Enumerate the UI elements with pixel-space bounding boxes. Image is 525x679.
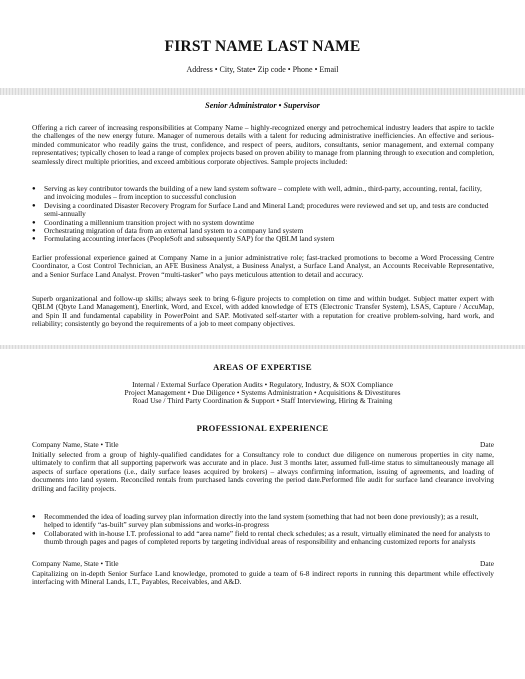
section-title-expertise: AREAS OF EXPERTISE bbox=[213, 362, 312, 372]
headline: Senior Administrator • Supervisor bbox=[205, 101, 320, 110]
list-item: ● Devising a coordinated Disaster Recovery Program for Surface Land and Mineral Land; procedures were reviewed and set up, and tests are conducted semi-annually bbox=[32, 202, 494, 219]
list-item: ● Serving as key contributor towards the building of a new land system software – complete with well, admin., third-party, accounting, rental, facility, and invoicing modules – from inception to successful conclusion bbox=[32, 185, 494, 202]
list-item: ● Coordinating a millennium transition project with no system downtime bbox=[32, 219, 494, 227]
job-date: Date bbox=[480, 559, 494, 568]
job-description: Capitalizing on in-depth Senior Surface Land knowledge, promoted to guide a team of 6-8 indirect reports in running this department while effectively interfacing with Mineral Lands, I.T., Payables, Receivables, and A&D. bbox=[32, 569, 494, 587]
job-bullets bbox=[32, 513, 494, 547]
list-item: ● Orchestrating migration of data from an external land system to a company land system bbox=[32, 227, 494, 235]
summary-intro: Offering a rich career of increasing responsibilities at Company Name – highly-recognized energy and petrochemical industry leaders that aspire to tackle the challenges of the new energy future. Manager of numerous details with a talent for reducing administrative inefficiencies. An effective and serious-minded communicator who readily gains the trust, confidence, and respect of peers, auditors, consultants, senior management, and external company representatives; typically chosen to lead a range of complex projects based on proven ability to manage from planning through to execution and completion, seamlessly direct multiple priorities, and exceed ambitious corporate objectives. Sample projects included: bbox=[32, 123, 494, 166]
summary-paragraph-2: Earlier professional experience gained at Company Name in a junior administrative role; fast-tracked promotions to become a Word Processing Centre Coordinator, a Cost Control Technician, an AFE Business Analyst, a Business Analyst, a Surface Land Analyst, an Accounts Receivable Representative, and a Senior Surface Land Analyst. Proven “multi-tasker” who pays meticulous attention to detail and accuracy. bbox=[32, 253, 494, 279]
job-title: Company Name, State • Title bbox=[32, 559, 119, 568]
contact-line: Address • City, State• Zip code • Phone • Email bbox=[186, 65, 339, 74]
summary-paragraph-3: Superb organizational and follow-up skills; always seek to bring 6-figure projects to completion on time and within budget. Subject matter expert with QBLM (Qbyte Land Management), Enerlink, Word, and Excel, with added knowledge of ETS (Electronic Transfer System), LSAS, Capture / AccuMap, and Spin II and fundamental capability in PowerPoint and SAP. Motivated self-starter with a reputation for creative problem-solving, hard work, and reliability; consistently go beyond the requirements of a job to meet company objectives. bbox=[32, 294, 494, 329]
job-heading bbox=[32, 440, 494, 449]
job-date: Date bbox=[480, 440, 494, 449]
expertise-line: Internal / External Surface Operation Audits • Regulatory, Industry, & SOX Compliance bbox=[132, 380, 393, 389]
list-item: ● Collaborated with in-house I.T. professional to add “area name” field to rental check schedules; as a result, virtually eliminated the need for analysts to thumb through pages and pages of completed reports by targeting individual areas of responsibility and enhancing customized reports for analysts bbox=[32, 530, 494, 547]
job-title: Company Name, State • Title bbox=[32, 440, 119, 449]
divider-band bbox=[0, 345, 525, 349]
list-item: ● Recommended the idea of loading survey plan information directly into the land system (something that had not been done previously); as a result, helped to identify “as-built” survey plan submissions and works-in-progress bbox=[32, 513, 494, 530]
list-item: ● Formulating accounting interfaces (PeopleSoft and subsequently SAP) for the QBLM land system bbox=[32, 235, 494, 243]
expertise-line: Project Management • Due Diligence • Systems Administration • Acquisitions & Divestitures bbox=[124, 388, 401, 397]
section-title-experience: PROFESSIONAL EXPERIENCE bbox=[196, 423, 329, 433]
candidate-name: FIRST NAME LAST NAME bbox=[164, 38, 361, 55]
expertise-line: Road Use / Third Party Coordination & Support • Staff Interviewing, Hiring & Training bbox=[132, 396, 393, 405]
divider-band bbox=[0, 88, 525, 95]
job-description: Initially selected from a group of highly-qualified candidates for a Consultancy role to conduct due diligence on numerous properties in city name, ultimately to confirm that all supporting paperwork was accurate and in place. Just 3 months later, assumed full-time status to simultaneously manage all aspects of surface operations (i.e., daily surface leases acquired by brokers) – always confirming information, issuing of agreements, and loading of documents into land system. Reconciled rentals from purchased lands covering the period date.Performed file audit for surface land clearance involving drilling and facility projects. bbox=[32, 450, 494, 493]
summary-bullets bbox=[32, 185, 494, 244]
job-heading bbox=[32, 559, 494, 568]
